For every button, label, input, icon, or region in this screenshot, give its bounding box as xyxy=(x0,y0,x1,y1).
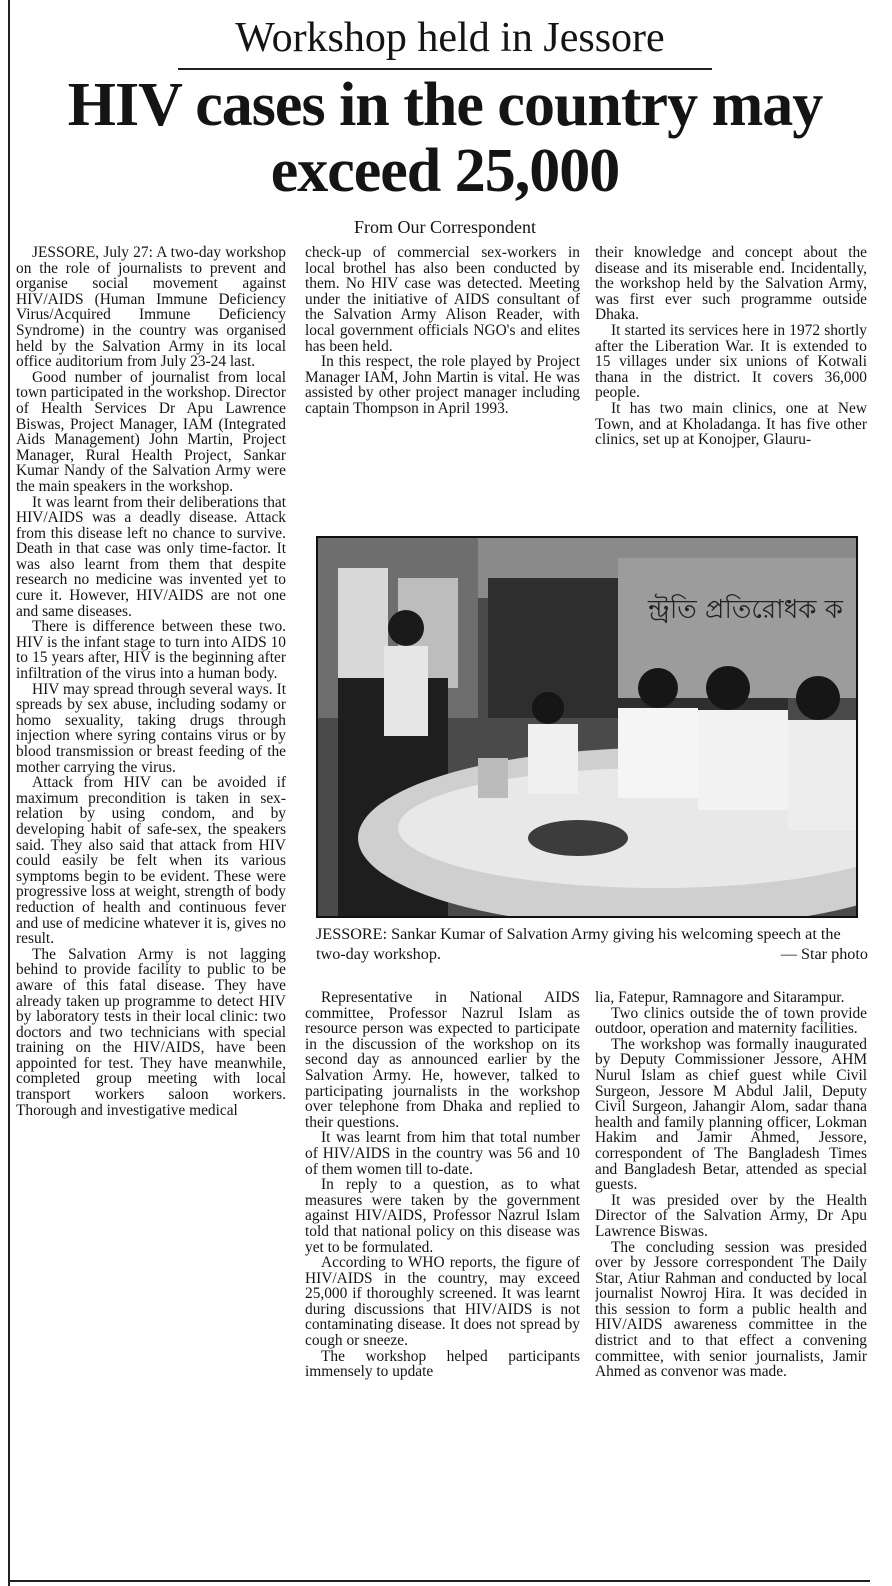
column-2-bottom xyxy=(305,990,580,1580)
column-2-top xyxy=(305,245,580,520)
column-3-top xyxy=(595,245,867,520)
paragraph: Good number of journalist from local town participated in the workshop. Director of Health Services Dr Apu Lawrence Biswas, Project Manager, IAM (Integrated Aids Management) John Martin, Project Manager, Rural Health Project, Sankar Kumar Nandy of the Salvation Army were the main speakers in the workshop. xyxy=(16,368,286,495)
paragraph: The concluding session was presided over by Jessore correspondent The Daily Star, Atiur Rahman and conducted by local journalist Nowroj Hira. It was decided in this session to form a public health and HIV/AIDS awareness committee in the district and to that effect a convening committee, with senior journalists, Jamir Ahmed as convenor was made. xyxy=(595,1238,867,1381)
article-kicker: Workshop held in Jessore xyxy=(235,15,665,61)
kicker-underline xyxy=(178,68,712,70)
article-byline: From Our Correspondent xyxy=(354,217,536,237)
bottom-rule xyxy=(10,1580,870,1582)
paragraph: HIV may spread through several ways. It spreads by sex abuse, including sodamy or homo sexuality, taking drugs through injection where syring contains virus or by blood transmission or breast feeding of the mother carrying the virus. xyxy=(16,680,286,776)
paragraph: It was learnt from their deliberations that HIV/AIDS was a deadly disease. Attack from this disease left no chance to survive. Death in that case was only time-factor. It was also learnt from them that despite research no medicine was invented yet to cure it. However, HIV/AIDS are not one and same diseases. xyxy=(16,493,286,620)
paragraph: It was learnt from him that total number of HIV/AIDS in the country was 56 and 10 of them women till to-date. xyxy=(305,1129,580,1178)
paragraph: their knowledge and concept about the disease and its miserable end. Incidentally, the workshop held by the Salvation Army, was first ever such programme outside Dhaka. xyxy=(595,245,867,324)
paragraph: Representative in National AIDS committee, Professor Nazrul Islam as resource person was expected to participate in the discussion of the workshop on its second day as announced earlier by the Salvation Army. He, however, talked to participating journalists in the workshop over telephone from Dhaka and replied to their questions. xyxy=(305,990,580,1131)
workshop-photo xyxy=(316,536,858,918)
paragraph: In this respect, the role played by Project Manager IAM, John Martin is vital. He was assisted by other project manager including captain Thompson in April 1993. xyxy=(305,353,580,417)
photo-credit: — Star photo xyxy=(780,945,868,963)
paragraph: Attack from HIV can be avoided if maximum precondition is taken in sex-relation by using condom, and by developing habit of safe-sex, the speakers said. They also said that attack from HIV could easily be felt when its various symptoms begin to be evident. These were progressive loss at weight, strength of body reduction of health and continuous fever and use of medicine whatever it is, gives no result. xyxy=(16,774,286,948)
paragraph: JESSORE, July 27: A two-day workshop on the role of journalists to prevent and organise social movement against HIV/AIDS (Human Immune Deficiency Virus/Acquired Immune Deficiency Syndrome) in the country was organised held by the Salvation Army in its local office auditorium from July 23-24 last. xyxy=(16,245,286,371)
paragraph: check-up of commercial sex-workers in local brothel has also been conducted by them. No HIV case was detected. Meeting under the initiative of AIDS consultant of the Salvation Army Alison Reader, with local government officials NGO's and elites has been held. xyxy=(305,245,580,355)
paragraph: lia, Fatepur, Ramnagore and Sitarampur. xyxy=(595,990,845,1006)
paragraph: The workshop helped participants immensely to update xyxy=(305,1347,580,1381)
paragraph: There is difference between these two. HIV is the infant stage to turn into AIDS 10 to 15 years after, HIV is the beginning after infiltration of the virus into a human body. xyxy=(16,618,286,683)
caption-text: JESSORE: Sankar Kumar of Salvation Army giving his welcoming speech at the two-day workshop. xyxy=(316,925,841,963)
photo-banner-text: ন্ট্রতি প্রতিরোধক ক xyxy=(648,595,843,625)
paragraph: In reply to a question, as to what measures were taken by the government against HIV/AIDS, Professor Nazrul Islam told that national policy on this disease was yet to be formulated. xyxy=(305,1176,580,1256)
article-headline: HIV cases in the country may exceed 25,000 xyxy=(67,71,823,205)
left-column-rule xyxy=(8,0,10,1586)
paragraph: It started its services here in 1972 shortly after the Liberation War. It is extended to 15 villages under six unions of Kotwali thana in the district. It covers 36,000 people. xyxy=(595,321,867,402)
paragraph: Two clinics outside the of town provide outdoor, operation and maternity facilities. xyxy=(595,1004,867,1038)
paragraph: The workshop was formally inaugurated by Deputy Commissioner Jessore, AHM Nurul Islam as chief guest while Civil Surgeon, Jessore M Abdul Jalil, Deputy Civil Surgeon, Jahangir Alom, sadar thana health and family planning officer, Lokman Hakim and Jamir Ahmed, Jessore, correspondent of The Bangladesh Times and Bangladesh Betar, attended as special guests. xyxy=(595,1035,867,1194)
paragraph: It has two main clinics, one at New Town, and at Kholadanga. It has five other clinics, set up at Konojper, Glauru- xyxy=(595,399,867,449)
paragraph: According to WHO reports, the figure of HIV/AIDS in the country, may exceed 25,000 if thoroughly screened. It was learnt during discussions that HIV/AIDS is not contaminating disease. It does not spread by cough or sneeze. xyxy=(305,1254,580,1350)
paragraph: It was presided over by the Health Director of the Salvation Army, Dr Apu Lawrence Biswas. xyxy=(595,1191,867,1240)
paragraph: The Salvation Army is not lagging behind to provide facility to public to be aware of this fatal disease. They have already taken up programme to detect HIV by laboratory tests in their local clinic: two doctors and two technicians with special training on the HIV/AIDS, have been appointed for test. They have meanwhile, completed group meeting with local transport workers saloon workers. Thorough and investigative medical xyxy=(16,945,286,1119)
column-3-bottom xyxy=(595,990,867,1580)
column-1 xyxy=(16,245,286,1580)
photo-caption xyxy=(316,924,868,964)
photo-image xyxy=(318,538,856,916)
